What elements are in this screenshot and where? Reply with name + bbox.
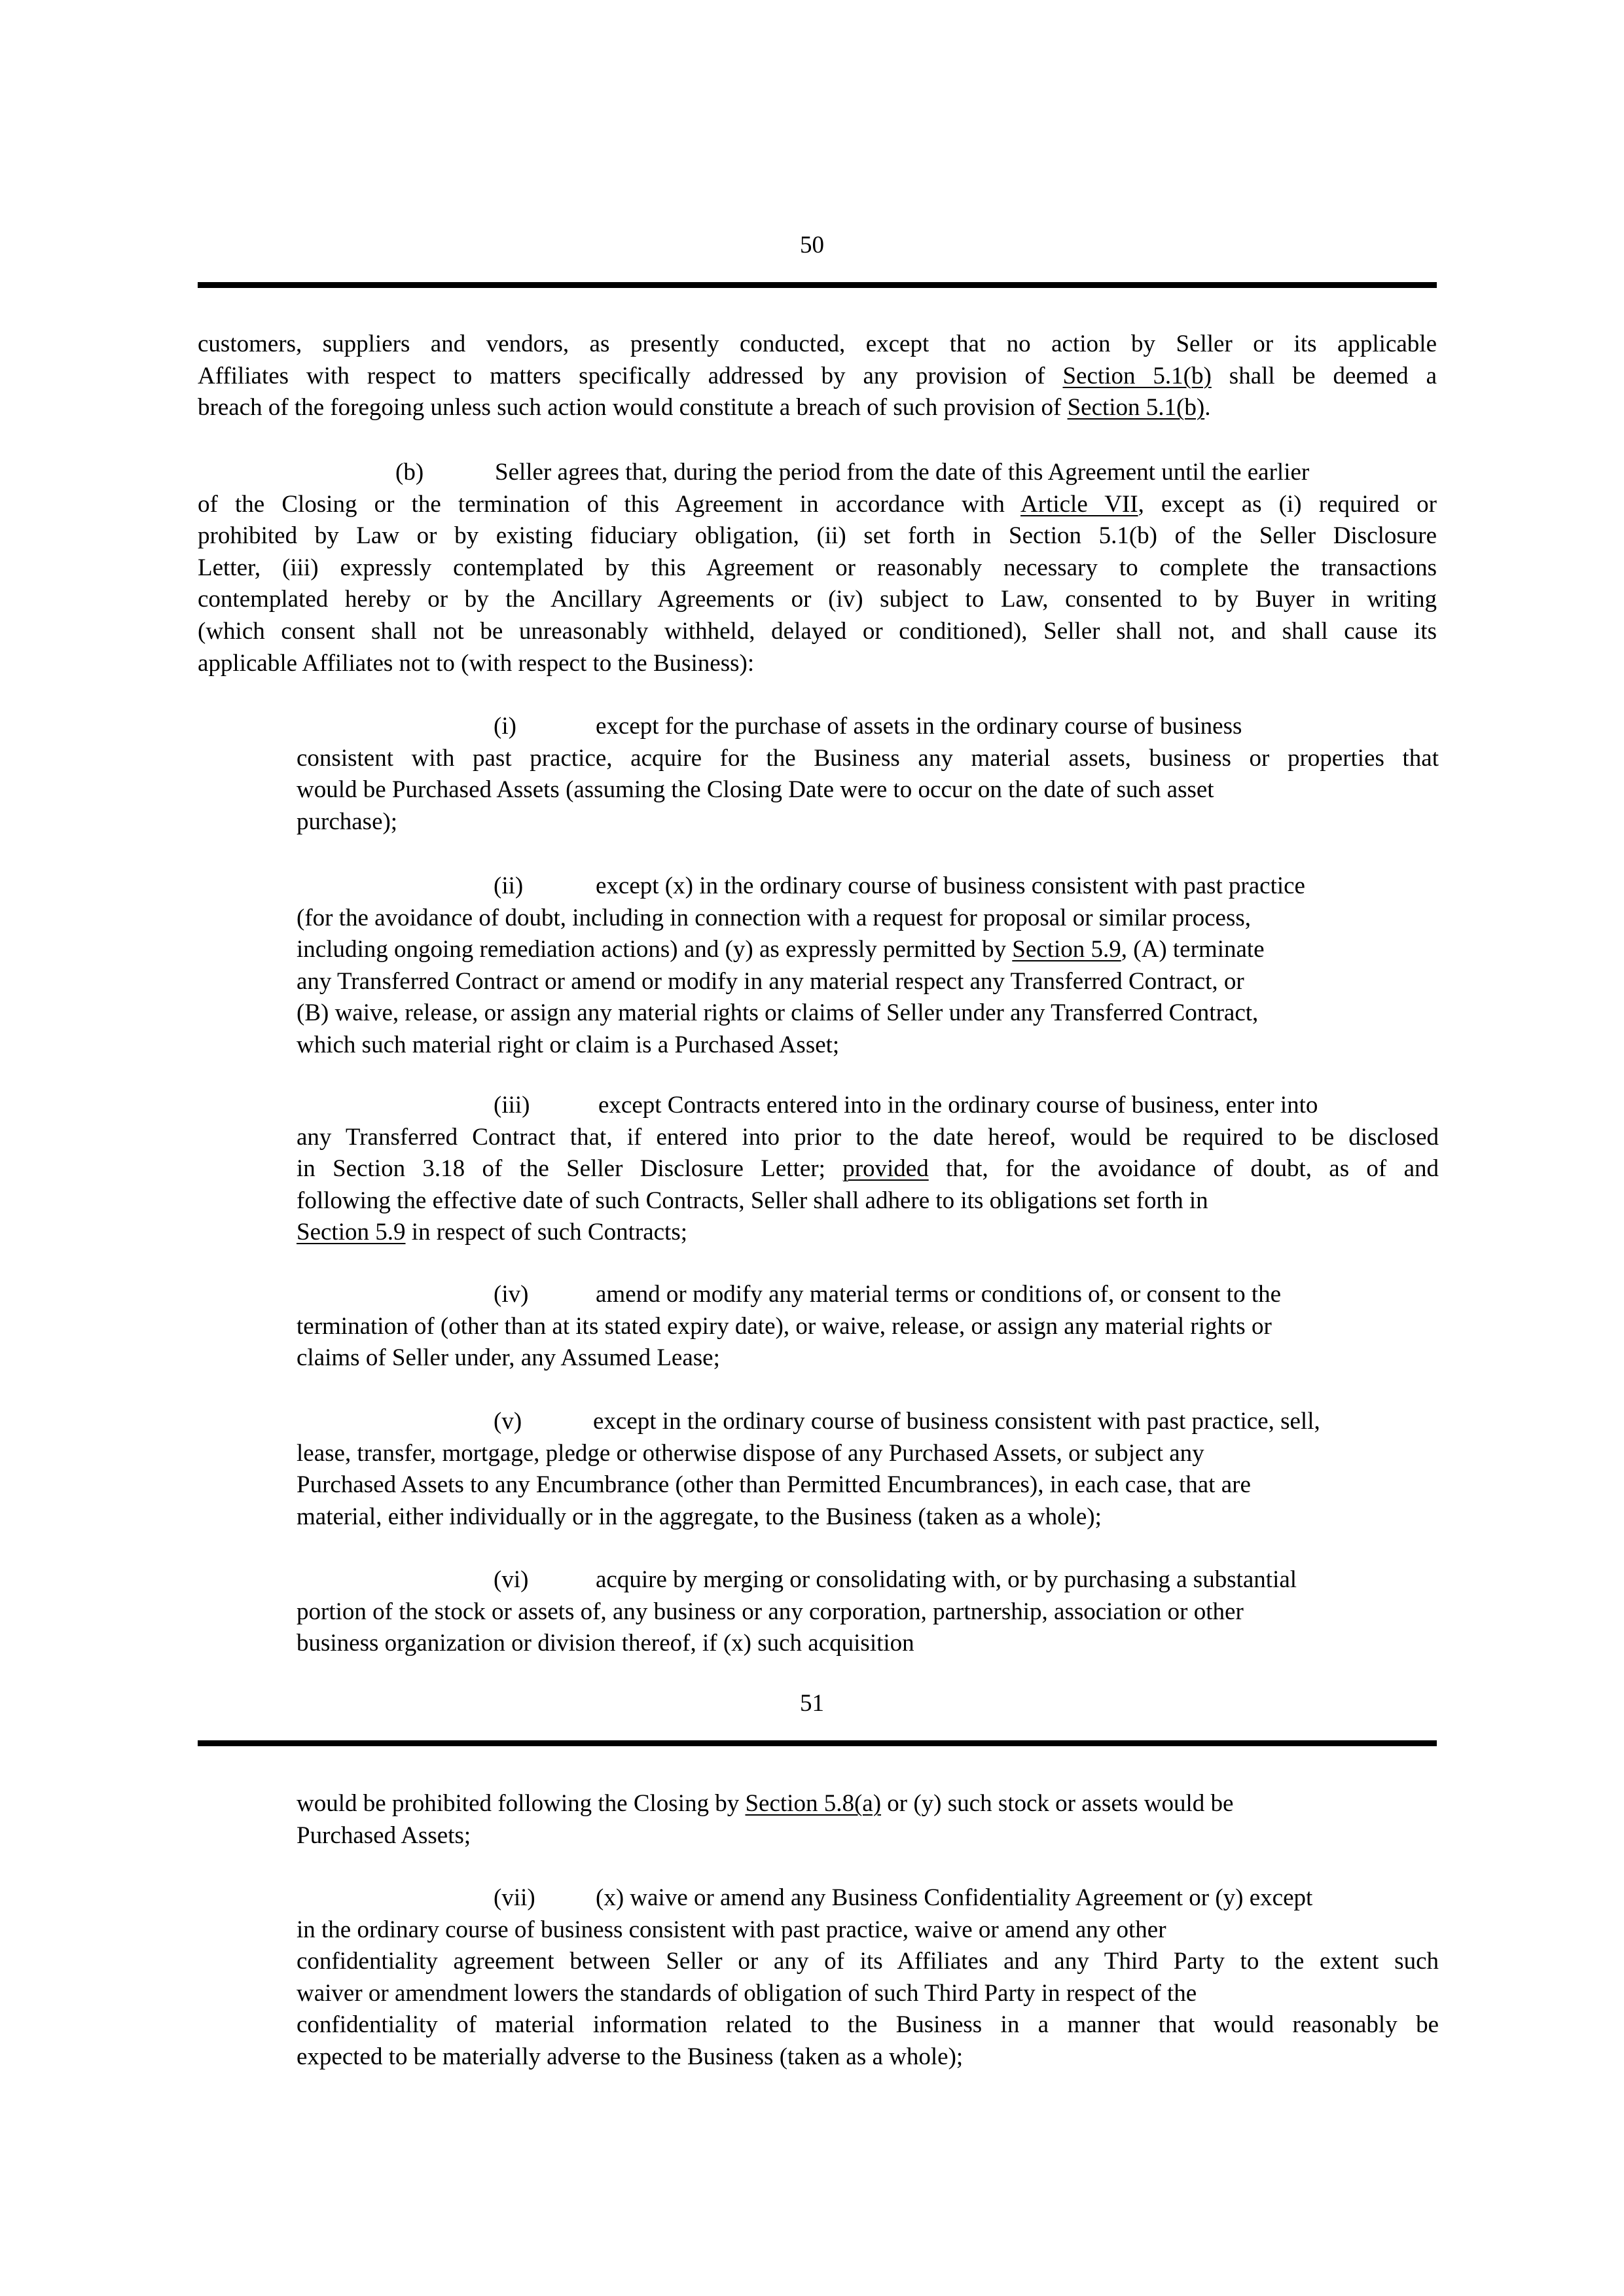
text-span: in Section 3.18 of the Seller Disclosure Letter; <box>297 1155 843 1183</box>
text-span: breach of the foregoing unless such action would constitute a breach of such provision of <box>198 394 1068 422</box>
paragraph-label: (b) <box>395 459 424 486</box>
text-line: confidentiality agreement between Seller or any of its Affiliates and any Third Party to the extent such <box>297 1948 1439 1975</box>
item-label: (iv) <box>494 1281 529 1308</box>
text-span: acquire by merging or consolidating with, or by purchasing a substantial <box>596 1566 1297 1593</box>
item-i <box>297 711 1439 838</box>
text-line: waiver or amendment lowers the standards of obligation of such Third Party in respect of the <box>297 1979 1197 2007</box>
text-span: of the Closing or the termination of this Agreement in accordance with <box>198 490 1021 518</box>
item-vii <box>297 1882 1439 2073</box>
item-iii <box>297 1090 1439 1249</box>
text-line <box>198 392 1437 424</box>
text-line: (B) waive, release, or assign any material rights or claims of Seller under any Transferred Contract, <box>297 999 1259 1027</box>
item-vi <box>297 1564 1439 1660</box>
item-ii <box>297 870 1439 1062</box>
paragraph-b <box>198 457 1437 679</box>
page-divider-bottom <box>198 1740 1437 1746</box>
text-line: in the ordinary course of business consistent with past practice, waive or amend any other <box>297 1916 1166 1943</box>
text-line <box>297 1788 1439 1820</box>
text-line <box>297 1564 1439 1596</box>
text-span: (x) waive or amend any Business Confidentiality Agreement or (y) except <box>596 1884 1313 1911</box>
section-5-8a-link[interactable]: Section 5.8(a) <box>745 1790 882 1817</box>
text-line: lease, transfer, mortgage, pledge or otherwise dispose of any Purchased Assets, or subject any <box>297 1439 1204 1467</box>
text-line <box>297 1406 1439 1438</box>
text-line: (which consent shall not be unreasonably withheld, delayed or conditioned), Seller shall not, and shall cause its <box>198 617 1437 645</box>
text-line: expected to be materially adverse to the Business (taken as a whole); <box>297 2043 964 2070</box>
text-line: any Transferred Contract or amend or modify in any material respect any Transferred Contract, or <box>297 967 1244 995</box>
text-span: except Contracts entered into in the ordinary course of business, enter into <box>598 1092 1318 1119</box>
text-line <box>297 711 1439 743</box>
text-span: shall be deemed a <box>1211 362 1437 389</box>
text-span: that, for the avoidance of doubt, as of and <box>928 1155 1439 1183</box>
text-line: contemplated hereby or by the Ancillary Agreements or (iv) subject to Law, consented to by Buyer in writing <box>198 586 1437 613</box>
text-span: Affiliates with respect to matters specifically addressed by any provision of <box>198 362 1063 389</box>
item-label: (v) <box>494 1408 522 1435</box>
text-span: or (y) such stock or assets would be <box>881 1790 1234 1817</box>
item-label: (vi) <box>494 1566 529 1593</box>
text-span: except for the purchase of assets in the ordinary course of business <box>596 713 1242 740</box>
text-line: which such material right or claim is a Purchased Asset; <box>297 1031 840 1058</box>
section-5-9-link[interactable]: Section 5.9 <box>297 1219 406 1246</box>
text-line: confidentiality of material information related to the Business in a manner that would reasonably be <box>297 2011 1439 2039</box>
text-span: , except as (i) required or <box>1138 490 1437 518</box>
item-iv <box>297 1279 1439 1374</box>
text-line <box>198 489 1437 521</box>
text-line: termination of (other than at its stated expiry date), or waive, release, or assign any material rights or <box>297 1312 1272 1340</box>
text-line: purchase); <box>297 808 398 835</box>
text-line <box>297 1153 1439 1185</box>
text-line: material, either individually or in the aggregate, to the Business (taken as a whole); <box>297 1503 1102 1530</box>
item-label: (i) <box>494 713 516 740</box>
text-line: Purchased Assets to any Encumbrance (other than Permitted Encumbrances), in each case, that are <box>297 1471 1251 1499</box>
text-line: claims of Seller under, any Assumed Lease; <box>297 1344 720 1372</box>
text-line <box>297 1217 1439 1249</box>
item-vi-continued <box>297 1788 1439 1852</box>
text-line: following the effective date of such Contracts, Seller shall adhere to its obligations set forth in <box>297 1187 1208 1214</box>
text-line: business organization or division thereof, if (x) such acquisition <box>297 1630 914 1657</box>
item-v <box>297 1406 1439 1533</box>
text-span: except in the ordinary course of business consistent with past practice, sell, <box>593 1408 1320 1435</box>
text-span: , (A) terminate <box>1121 936 1265 963</box>
text-line: any Transferred Contract that, if entered into prior to the date hereof, would be required to be disclosed <box>297 1123 1439 1151</box>
item-label: (iii) <box>494 1092 530 1119</box>
text-line: would be Purchased Assets (assuming the Closing Date were to occur on the date of such asset <box>297 776 1214 804</box>
text-line <box>297 934 1439 966</box>
provided-term: provided <box>842 1155 929 1183</box>
text-span: would be prohibited following the Closing by <box>297 1790 746 1817</box>
section-5-9-link[interactable]: Section 5.9 <box>1012 936 1121 963</box>
text-line: Letter, (iii) expressly contemplated by this Agreement or reasonably necessary to complete the transactions <box>198 554 1437 581</box>
page-number-bottom: 51 <box>800 1690 824 1717</box>
text-line <box>297 1882 1439 1914</box>
text-span: including ongoing remediation actions) and (y) as expressly permitted by <box>297 936 1013 963</box>
text-span: . <box>1204 394 1211 422</box>
section-5-1b-link[interactable]: Section 5.1(b) <box>1062 362 1212 389</box>
text-span: amend or modify any material terms or conditions of, or consent to the <box>596 1281 1282 1308</box>
text-line: consistent with past practice, acquire for the Business any material assets, business or properties that <box>297 744 1439 772</box>
page-number-top: 50 <box>800 232 824 259</box>
page-divider-top <box>198 282 1437 288</box>
section-5-1b-link[interactable]: Section 5.1(b) <box>1067 394 1205 422</box>
text-line: Purchased Assets; <box>297 1821 471 1849</box>
text-line: portion of the stock or assets of, any business or any corporation, partnership, association or other <box>297 1598 1244 1625</box>
text-span: Seller agrees that, during the period from the date of this Agreement until the earlier <box>495 459 1310 486</box>
text-line: customers, suppliers and vendors, as presently conducted, except that no action by Seller or its applicable <box>198 331 1437 357</box>
text-line: (for the avoidance of doubt, including in connection with a request for proposal or similar process, <box>297 904 1252 931</box>
text-line: prohibited by Law or by existing fiduciary obligation, (ii) set forth in Section 5.1(b) of the Seller Disclosure <box>198 522 1437 550</box>
article-vii-link[interactable]: Article VII <box>1020 490 1138 518</box>
text-line <box>297 1090 1439 1122</box>
item-label: (vii) <box>494 1884 535 1911</box>
paragraph-continued <box>198 329 1437 424</box>
text-span: except (x) in the ordinary course of business consistent with past practice <box>596 872 1305 899</box>
text-span: in respect of such Contracts; <box>405 1219 688 1246</box>
item-label: (ii) <box>494 872 524 899</box>
text-line <box>198 457 1437 489</box>
text-line: applicable Affiliates not to (with respect to the Business): <box>198 649 755 677</box>
text-line <box>297 1279 1439 1311</box>
text-line <box>297 870 1439 903</box>
text-line <box>198 361 1437 393</box>
